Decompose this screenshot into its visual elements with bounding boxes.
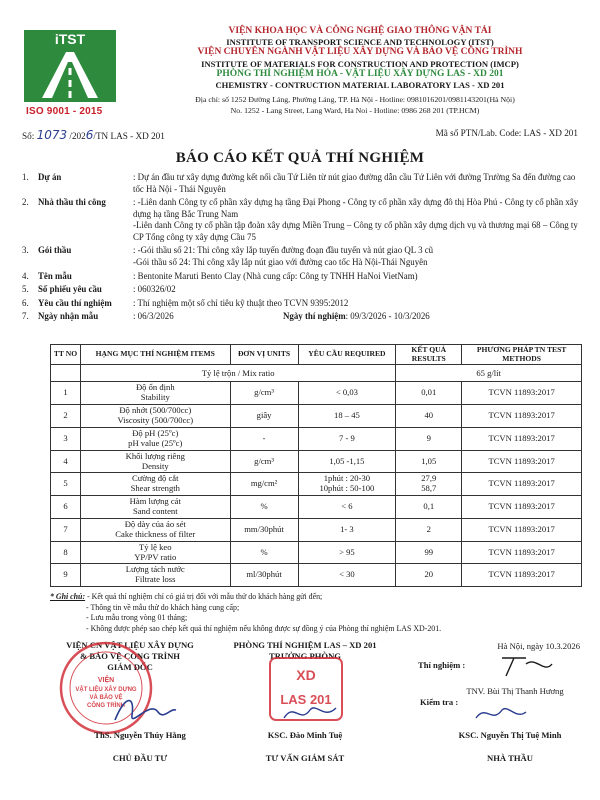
row-item — [80, 473, 230, 496]
mix-ratio-value: 65 g/lít — [396, 365, 582, 382]
mix-ratio-row — [51, 365, 582, 382]
lab-head-name: KSC. Đào Minh Tuệ — [267, 730, 343, 740]
item-vi: Độ pH (25ºc) — [132, 427, 179, 438]
result-text-2: 58,7 — [421, 483, 437, 494]
address-line-2: No. 1252 - Lang Street, Lang Ward, Ha Noi - Hotline: 0986 268 201 (TP.HCM) — [230, 105, 480, 115]
unit-text: ml/30phút — [246, 569, 282, 580]
row-method — [462, 427, 582, 450]
info-no: 6. — [22, 297, 29, 308]
info-value: : Bentonite Maruti Bento Clay (Nhà cung cấp: Công ty TNHH HaNoi VietNam) — [133, 270, 418, 281]
info-label: Nhà thầu thi công — [38, 197, 106, 208]
itst-logo — [22, 28, 118, 104]
required-text: 1phút : 20-30 — [323, 473, 371, 484]
header-item: HẠNG MỤC THÍ NGHIỆM ITEMS — [80, 345, 230, 365]
row-no-text: 4 — [63, 455, 68, 466]
info-value: : Thí nghiệm một số chỉ tiêu kỹ thuật theo TCVN 9395:2012 — [133, 297, 349, 308]
row-required — [298, 518, 396, 541]
row-no — [51, 541, 81, 564]
row-no-text: 6 — [63, 501, 68, 512]
row-method — [462, 564, 582, 587]
test-date-label: Ngày thí nghiệm — [283, 311, 346, 322]
item-en: Filtrate loss — [135, 574, 176, 585]
header-required: YÊU CẦU REQUIRED — [298, 345, 396, 365]
item-en: Stability — [140, 392, 170, 403]
item-vi: Độ nhớt (500/700cc) — [119, 405, 192, 416]
row-result — [396, 427, 462, 450]
table-header-row — [51, 345, 582, 365]
mix-empty — [51, 365, 81, 382]
date-line: Hà Nội, ngày 10.3.2026 — [497, 641, 580, 651]
row-item — [80, 450, 230, 473]
info-label: Gói thầu — [38, 245, 72, 256]
so-year-prefix: /202 — [69, 131, 86, 141]
row-no-text: 9 — [63, 569, 68, 580]
supervisor-label: TƯ VẤN GIÁM SÁT — [265, 753, 345, 764]
so-suffix: /TN LAS - XD 201 — [93, 131, 165, 141]
row-method — [462, 496, 582, 519]
row-method — [462, 518, 582, 541]
row-result — [396, 405, 462, 428]
header-unit: ĐƠN VỊ UNITS — [230, 345, 298, 365]
row-no — [51, 450, 81, 473]
result-text: 27,9 — [421, 473, 437, 484]
iso-label: ISO 9001 - 2015 — [26, 106, 103, 117]
item-en: Viscosity (500/700cc) — [117, 415, 194, 426]
unit-text: % — [260, 546, 268, 557]
row-item — [80, 405, 230, 428]
row-item — [80, 518, 230, 541]
required-text: 18 – 45 — [334, 410, 360, 421]
note-3: - Lưu mẫu trong vòng 01 tháng; — [86, 613, 188, 623]
item-en: Sand content — [132, 506, 178, 517]
item-en: Shear strength — [130, 483, 180, 494]
contractor-1: : -Liên danh Công ty cổ phần xây dựng hạ tầng Đại Phong - Công ty cổ phần xây dựng đô thị Hòa Phú - Công ty cổ phần xây dựng hạ tầng Bắc Trung Nam — [133, 197, 579, 219]
row-unit — [230, 564, 298, 587]
method-text: TCVN 11893:2017 — [488, 523, 555, 534]
required-text: 1,05 -1,15 — [329, 455, 365, 466]
table-row — [51, 541, 582, 564]
mid-org: PHÒNG THÍ NGHIỆM LAS – XD 201 — [233, 640, 377, 650]
tester-signature — [496, 650, 556, 680]
row-item — [80, 541, 230, 564]
row-no-text: 7 — [63, 523, 68, 534]
tester-name: TNV. Bùi Thị Thanh Hương — [466, 686, 564, 696]
table-row — [51, 518, 582, 541]
required-text: 1- 3 — [340, 523, 354, 534]
table-row — [51, 450, 582, 473]
test-date: : 09/3/2026 - 10/3/2026 — [345, 311, 430, 322]
info-row-request — [22, 284, 582, 296]
table-row — [51, 382, 582, 405]
report-info — [22, 172, 582, 325]
info-label: Yêu cầu thí nghiệm — [38, 297, 112, 308]
info-no: 2. — [22, 197, 29, 208]
header-line-4: INSTITUTE OF MATERIALS FOR CONSTRUCTION AND PROTECTION (IMCP) — [201, 58, 519, 69]
unit-text: mg/cm² — [250, 478, 278, 489]
row-result — [396, 473, 462, 496]
row-unit — [230, 405, 298, 428]
so-label: Số: — [22, 131, 35, 141]
unit-text: mm/30phút — [244, 523, 284, 534]
svg-text:VÀ BẢO VỆ: VÀ BẢO VỆ — [89, 695, 123, 701]
tester-label — [418, 660, 498, 671]
director-name-block — [70, 730, 210, 764]
method-text: TCVN 11893:2017 — [488, 478, 555, 489]
row-result — [396, 518, 462, 541]
lab-signature — [280, 698, 340, 728]
row-item — [80, 427, 230, 450]
row-no-text: 8 — [63, 546, 68, 557]
table-row — [51, 496, 582, 519]
row-required — [298, 427, 396, 450]
table-row — [51, 473, 582, 496]
lab-code: Mã số PTN/Lab. Code: LAS - XD 201 — [435, 128, 578, 138]
row-result — [396, 496, 462, 519]
address-line-1: Địa chỉ: số 1252 Đường Láng, Phường Láng, TP. Hà Nội - Hotline: 0981016201/0981143201(Hà Nội) — [195, 95, 515, 104]
item-en: Cake thickness of filter — [115, 528, 196, 539]
item-en: YP/PV ratio — [134, 551, 177, 562]
row-unit — [230, 473, 298, 496]
contractor-label: NHÀ THẦU — [487, 753, 533, 764]
info-row-contractor — [22, 197, 582, 243]
info-value: : Dự án đầu tư xây dựng đường kết nối cầu Tứ Liên từ nút giao đường dẫn cầu Tứ Liên với đường Trường Sa đến đường cao tốc Hà Nội - Thái Nguyên — [133, 172, 576, 194]
item-vi: Tỷ lệ keo — [139, 541, 172, 552]
info-no: 1. — [22, 172, 29, 182]
mid-role: TRƯỞNG PHÒNG — [268, 651, 341, 662]
result-text: 2 — [426, 523, 431, 534]
info-row-dates — [22, 311, 582, 323]
svg-text:CÔNG TRÌNH: CÔNG TRÌNH — [87, 703, 125, 709]
result-text: 40 — [424, 410, 434, 421]
row-no-text: 2 — [63, 410, 68, 421]
row-unit — [230, 382, 298, 405]
stamp-main: LAS 201 — [280, 692, 332, 707]
checker-name: KSC. Nguyễn Thị Tuệ Minh — [458, 730, 562, 740]
checker-signature — [470, 700, 530, 728]
mix-ratio-label: Tỷ lệ trộn / Mix ratio — [80, 365, 395, 382]
so-number: 1073 — [36, 128, 68, 142]
info-label: Ngày nhận mẫu — [38, 311, 99, 322]
received-date: : 06/3/2026 — [133, 311, 174, 322]
package-1: : -Gói thầu số 21: Thi công xây lắp tuyến đường đoạn đầu tuyến và nút giao QL 3 cũ — [133, 245, 434, 256]
row-no — [51, 382, 81, 405]
item-vi: Khối lượng riêng — [125, 450, 185, 461]
checker-label-text: Kiểm tra : — [420, 697, 459, 707]
address-block — [120, 95, 590, 117]
package-2: -Gói thầu số 24: Thi công xây lắp nút giao với đường cao tốc Hà Nội-Thái Nguyên — [133, 257, 428, 268]
info-row-sample — [22, 271, 582, 283]
result-text: 0,01 — [421, 387, 437, 398]
required-text: < 30 — [339, 569, 355, 580]
info-no: 3. — [22, 245, 29, 256]
info-no: 7. — [22, 311, 29, 322]
row-no — [51, 405, 81, 428]
method-text: TCVN 11893:2017 — [488, 569, 555, 580]
item-vi: Độ dày của áo sét — [124, 518, 186, 529]
left-org-2: & BẢO VỆ CÔNG TRÌNH — [80, 651, 180, 662]
row-no-text: 5 — [63, 478, 68, 489]
left-role: GIÁM ĐỐC — [107, 662, 153, 673]
unit-text: g/cm³ — [254, 455, 274, 466]
row-result — [396, 564, 462, 587]
table-row — [51, 427, 582, 450]
required-text: 7 - 9 — [339, 432, 355, 443]
item-vi: Hàm lượng cát — [129, 496, 181, 507]
item-vi: Lượng tách nước — [125, 564, 185, 575]
row-item — [80, 382, 230, 405]
row-no — [51, 427, 81, 450]
row-no — [51, 518, 81, 541]
row-required — [298, 564, 396, 587]
svg-text:VIỆN: VIỆN — [97, 677, 115, 684]
method-text: TCVN 11893:2017 — [488, 387, 555, 398]
result-text: 99 — [424, 546, 434, 557]
director-signature — [110, 690, 180, 730]
table-row — [51, 405, 582, 428]
row-item — [80, 564, 230, 587]
row-required — [298, 405, 396, 428]
header-line-2: INSTITUTE OF TRANSPORT SCIENCE AND TECHNOLOGY (ITST) — [226, 37, 494, 48]
contractor-2: -Liên danh Công ty cổ phần tập đoàn xây dựng Miền Trung – Công ty cổ phần xây dựng dịch vụ và thương mại 68 – Công ty CP Tổng công ty xây dựng Cầu 75 — [133, 220, 578, 242]
required-text: > 95 — [339, 546, 355, 557]
header-results: KẾT QUẢ RESULTS — [396, 345, 462, 365]
info-row-requirement — [22, 298, 582, 310]
note-2: - Thông tin về mẫu thử do khách hàng cung cấp; — [86, 602, 240, 612]
item-vi: Độ ổn định — [135, 382, 175, 393]
so-year-digit: 6 — [85, 128, 94, 142]
checker-name-block — [430, 730, 590, 764]
row-required — [298, 496, 396, 519]
info-label: Dự án — [38, 172, 62, 182]
info-label: Tên mẫu — [38, 270, 72, 281]
row-result — [396, 382, 462, 405]
row-method — [462, 450, 582, 473]
svg-text:VẬT LIỆU XÂY DỰNG: VẬT LIỆU XÂY DỰNG — [75, 687, 137, 693]
director-name: ThS. Nguyễn Thúy Hằng — [94, 730, 186, 740]
info-label: Số phiếu yêu cầu — [38, 284, 102, 295]
unit-text: g/cm³ — [254, 387, 274, 398]
row-no-text: 3 — [63, 432, 68, 443]
info-row-package — [22, 245, 582, 268]
row-required — [298, 450, 396, 473]
institute-header — [130, 26, 590, 90]
reference-line — [22, 128, 578, 142]
note-1: - Kết quả thí nghiệm chỉ có giá trị đối với mẫu thử do khách hàng gửi đến; — [87, 592, 323, 601]
table-body — [51, 365, 582, 587]
row-unit — [230, 427, 298, 450]
tester-label-text: Thí nghiệm : — [418, 660, 466, 670]
row-method — [462, 541, 582, 564]
header-line-6: CHEMISTRY - CONTRUCTION MATERIAL LABORATORY LAS - XD 201 — [215, 79, 505, 90]
required-text: < 0,03 — [335, 387, 358, 398]
logo-text: iTST — [54, 31, 86, 47]
info-no: 5. — [22, 284, 29, 295]
item-en: pH value (25ºc) — [128, 437, 183, 448]
notes-label: * Ghi chú: — [50, 592, 86, 601]
row-no-text: 1 — [63, 387, 68, 398]
result-text: 9 — [426, 432, 431, 443]
required-text: < 6 — [341, 501, 353, 512]
info-row-project — [22, 172, 582, 195]
method-text: TCVN 11893:2017 — [488, 546, 555, 557]
report-title: BÁO CÁO KẾT QUẢ THÍ NGHIỆM — [175, 150, 425, 166]
item-vi: Cường độ cắt — [132, 473, 179, 484]
row-required — [298, 382, 396, 405]
left-org-1: VIỆN CN VẬT LIỆU XÂY DỰNG — [66, 640, 194, 650]
row-no — [51, 473, 81, 496]
item-en: Density — [141, 460, 169, 471]
info-value — [133, 311, 582, 323]
result-text: 1,05 — [421, 455, 437, 466]
info-value — [133, 197, 582, 243]
row-required — [298, 541, 396, 564]
lab-name-block — [235, 730, 375, 764]
info-value — [133, 245, 582, 268]
row-unit — [230, 518, 298, 541]
note-4: - Không được phép sao chép kết quả thí nghiệm nếu không được sự đồng ý của Phòng thí nghiệm LAS XD-201. — [86, 624, 442, 634]
unit-text: giây — [256, 410, 272, 421]
header-no: TT NO — [51, 345, 81, 365]
required-text-2: 10phút : 50-100 — [319, 483, 375, 494]
header-line-5: PHÒNG THÍ NGHIỆM HÓA - VẬT LIỆU XÂY DỰNG LAS - XD 201 — [216, 68, 504, 79]
unit-text: - — [262, 432, 266, 443]
method-text: TCVN 11893:2017 — [488, 410, 555, 421]
row-result — [396, 450, 462, 473]
row-result — [396, 541, 462, 564]
row-unit — [230, 541, 298, 564]
result-text: 20 — [424, 569, 434, 580]
stamp-top: XD — [296, 667, 316, 683]
method-text: TCVN 11893:2017 — [488, 432, 555, 443]
row-no — [51, 496, 81, 519]
row-method — [462, 382, 582, 405]
row-required — [298, 473, 396, 496]
investor-label: CHỦ ĐẦU TƯ — [112, 753, 168, 764]
results-table — [50, 344, 582, 587]
table-row — [51, 564, 582, 587]
result-text: 0,1 — [423, 501, 435, 512]
header-method: PHƯƠNG PHÁP TN TEST METHODS — [462, 345, 582, 365]
row-method — [462, 405, 582, 428]
info-no: 4. — [22, 270, 29, 281]
method-text: TCVN 11893:2017 — [488, 501, 555, 512]
notes-block — [50, 592, 590, 635]
row-no — [51, 564, 81, 587]
unit-text: % — [260, 501, 268, 512]
info-value: : 060326/02 — [133, 284, 176, 295]
row-item — [80, 496, 230, 519]
header-line-1: VIỆN KHOA HỌC VÀ CÔNG NGHỆ GIAO THÔNG VẬN TẢI — [228, 26, 492, 36]
row-unit — [230, 496, 298, 519]
header-line-3: VIỆN CHUYÊN NGÀNH VẬT LIỆU XÂY DỰNG VÀ BẢO VỆ CÔNG TRÌNH — [197, 47, 523, 58]
row-unit — [230, 450, 298, 473]
method-text: TCVN 11893:2017 — [488, 455, 555, 466]
row-method — [462, 473, 582, 496]
